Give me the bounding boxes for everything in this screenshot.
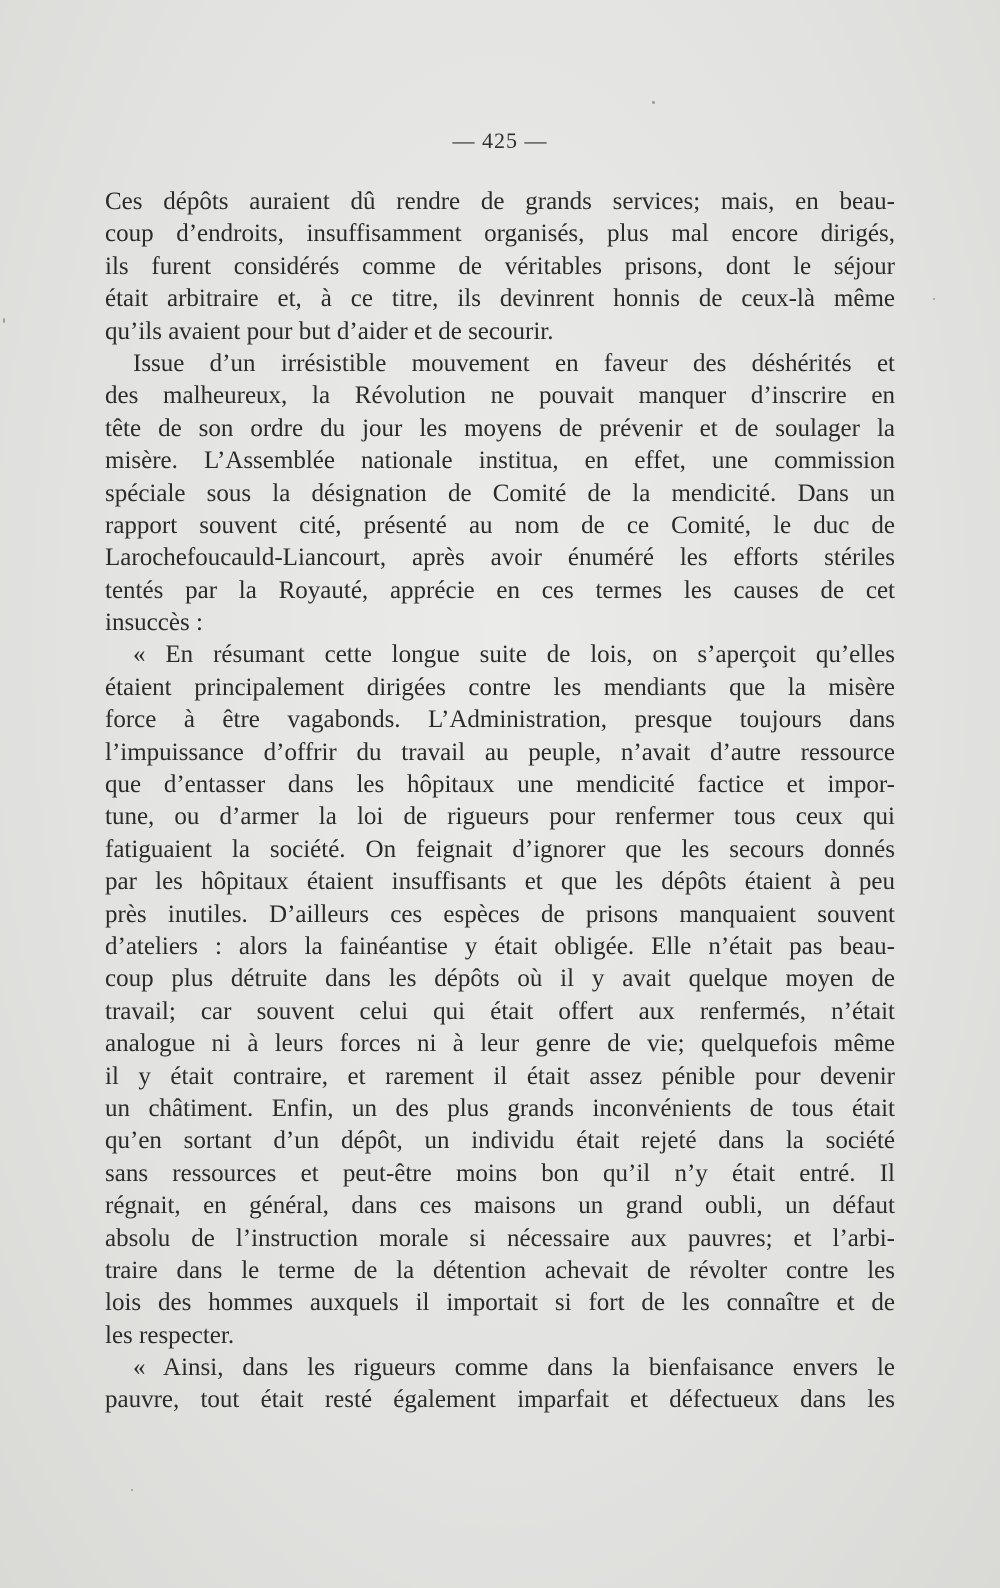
text-line: régnait, en général, dans ces maisons un grand oubli, un défaut: [105, 1192, 895, 1220]
text-line: spéciale sous la désignation de Comité de la mendicité. Dans un: [105, 479, 895, 507]
text-line: Ces dépôts auraient dû rendre de grands services; mais, en beau-: [105, 188, 895, 215]
text-line: étaient principalement dirigées contre les mendiants que la misère: [105, 673, 895, 701]
text-line: traire dans le terme de la détention achevait de révolter contre les: [105, 1256, 895, 1284]
text-line: tune, ou d’armer la loi de rigueurs pour renfermer tous ceux qui: [105, 803, 895, 831]
text-line: analogue ni à leurs forces ni à leur genre de vie; quelquefois même: [105, 1030, 895, 1058]
text-line: force à être vagabonds. L’Administration, presque toujours dans: [105, 706, 895, 734]
text-line: près inutiles. D’ailleurs ces espèces de prisons manquaient souvent: [105, 900, 895, 928]
text-line: Issue d’un irrésistible mouvement en faveur des déshérités et: [133, 349, 895, 377]
text-line: insuccès :: [105, 609, 203, 637]
text-line: Larochefoucauld-Liancourt, après avoir énuméré les efforts stériles: [105, 544, 895, 572]
text-line: il y était contraire, et rarement il était assez pénible pour devenir: [105, 1062, 895, 1090]
text-line: qu’en sortant d’un dépôt, un individu était rejeté dans la société: [105, 1127, 895, 1155]
text-line: lois des hommes auxquels il importait si fort de les connaître et de: [105, 1289, 895, 1317]
scan-speck: [933, 298, 935, 300]
text-line: coup d’endroits, insuffisamment organisés, plus mal encore dirigés,: [105, 220, 895, 248]
text-line: coup plus détruite dans les dépôts où il y avait quelque moyen de: [105, 965, 895, 993]
text-line: d’ateliers : alors la fainéantise y était obligée. Elle n’était pas beau-: [105, 932, 895, 960]
scan-speck: [3, 318, 5, 323]
text-line: des malheureux, la Révolution ne pouvait manquer d’inscrire en: [105, 382, 895, 410]
text-line: « Ainsi, dans les rigueurs comme dans la bienfaisance envers le: [133, 1354, 895, 1382]
text-line: l’impuissance d’offrir du travail au peuple, n’avait d’autre ressource: [105, 738, 895, 766]
text-line: tête de son ordre du jour les moyens de prévenir et de soulager la: [105, 414, 895, 442]
text-line: misère. L’Assemblée nationale institua, en effet, une commission: [105, 447, 895, 475]
text-line: absolu de l’instruction morale si nécessaire aux pauvres; et l’arbi-: [105, 1224, 895, 1252]
text-line: tentés par la Royauté, apprécie en ces termes les causes de cet: [105, 576, 895, 604]
text-line: rapport souvent cité, présenté au nom de ce Comité, le duc de: [105, 511, 895, 539]
text-line: un châtiment. Enfin, un des plus grands inconvénients de tous était: [105, 1094, 895, 1122]
text-line: « En résumant cette longue suite de lois, on s’aperçoit qu’elles: [133, 641, 895, 669]
scan-speck: [131, 1489, 133, 1491]
scan-speck: [652, 101, 655, 104]
text-line: fatiguaient la société. On feignait d’ignorer que les secours donnés: [105, 835, 895, 863]
text-line: pauvre, tout était resté également imparfait et défectueux dans les: [105, 1386, 895, 1414]
text-line: qu’ils avaient pour but d’aider et de secourir.: [105, 317, 554, 345]
text-line: par les hôpitaux étaient insuffisants et que les dépôts étaient à peu: [105, 868, 895, 896]
page-number: — 425 —: [452, 128, 548, 153]
text-line: était arbitraire et, à ce titre, ils devinrent honnis de ceux-là même: [105, 285, 895, 313]
text-line: ils furent considérés comme de véritables prisons, dont le séjour: [105, 252, 895, 280]
text-line: que d’entasser dans les hôpitaux une mendicité factice et impor-: [105, 771, 895, 799]
text-line: les respecter.: [105, 1321, 235, 1349]
text-line: travail; car souvent celui qui était offert aux renfermés, n’était: [105, 997, 895, 1025]
body-text: [105, 186, 895, 1417]
text-line: sans ressources et peut-être moins bon qu’il n’y était entré. Il: [105, 1159, 895, 1187]
